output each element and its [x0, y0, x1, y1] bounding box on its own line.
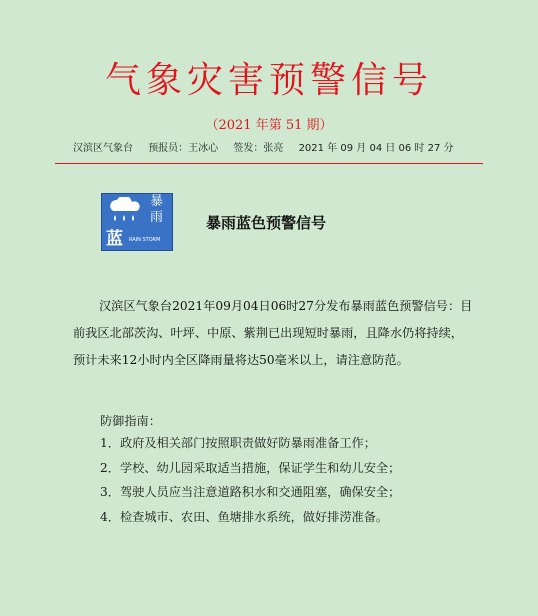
issue-datetime: 2021 年 09 月 04 日 06 时 27 分	[298, 143, 454, 154]
document-title: 气象灾害预警信号	[104, 60, 433, 101]
guide-item: 3．驾驶人员应当注意道路积水和交通阻塞，确保安全；	[100, 485, 401, 499]
icon-english: RAIN STORM	[129, 237, 161, 243]
warning-text: 汉滨区气象台2021年09月04日06时27分发布暴雨蓝色预警信号：目前我区北部茨沟、叶坪、中原、紫荆已出现短时暴雨，且降水仍将持续，预计未来12小时内全区降雨量将达50毫米以上，请注意防范。	[73, 299, 473, 367]
guide-item: 4．检查城市、农田、鱼塘排水系统，做好排涝准备。	[100, 509, 389, 524]
issuer: 汉滨区气象台	[73, 143, 133, 154]
guide-list	[100, 433, 400, 531]
issue-meta	[73, 142, 473, 156]
icon-char-1: 暴	[150, 194, 164, 209]
guide-item: 2．学校、幼儿园采取适当措施，保证学生和幼儿安全；	[100, 460, 401, 475]
rain-cloud-icon	[105, 197, 149, 229]
signal-name: 暴雨蓝色预警信号	[206, 214, 327, 232]
icon-level: 蓝	[106, 229, 123, 249]
signer: 签发：张亮	[233, 143, 284, 154]
header-divider	[55, 163, 483, 164]
icon-char-2: 雨	[150, 210, 164, 225]
guide-heading: 防御指南：	[100, 414, 161, 428]
rainstorm-blue-icon	[101, 193, 173, 251]
warning-paragraph	[73, 293, 473, 374]
guide-item: 1．政府及相关部门按照职责做好防暴雨准备工作；	[100, 436, 376, 450]
reporter: 预报员：王冰心	[148, 143, 219, 154]
issue-number: （2021 年第 51 期）	[205, 118, 333, 133]
